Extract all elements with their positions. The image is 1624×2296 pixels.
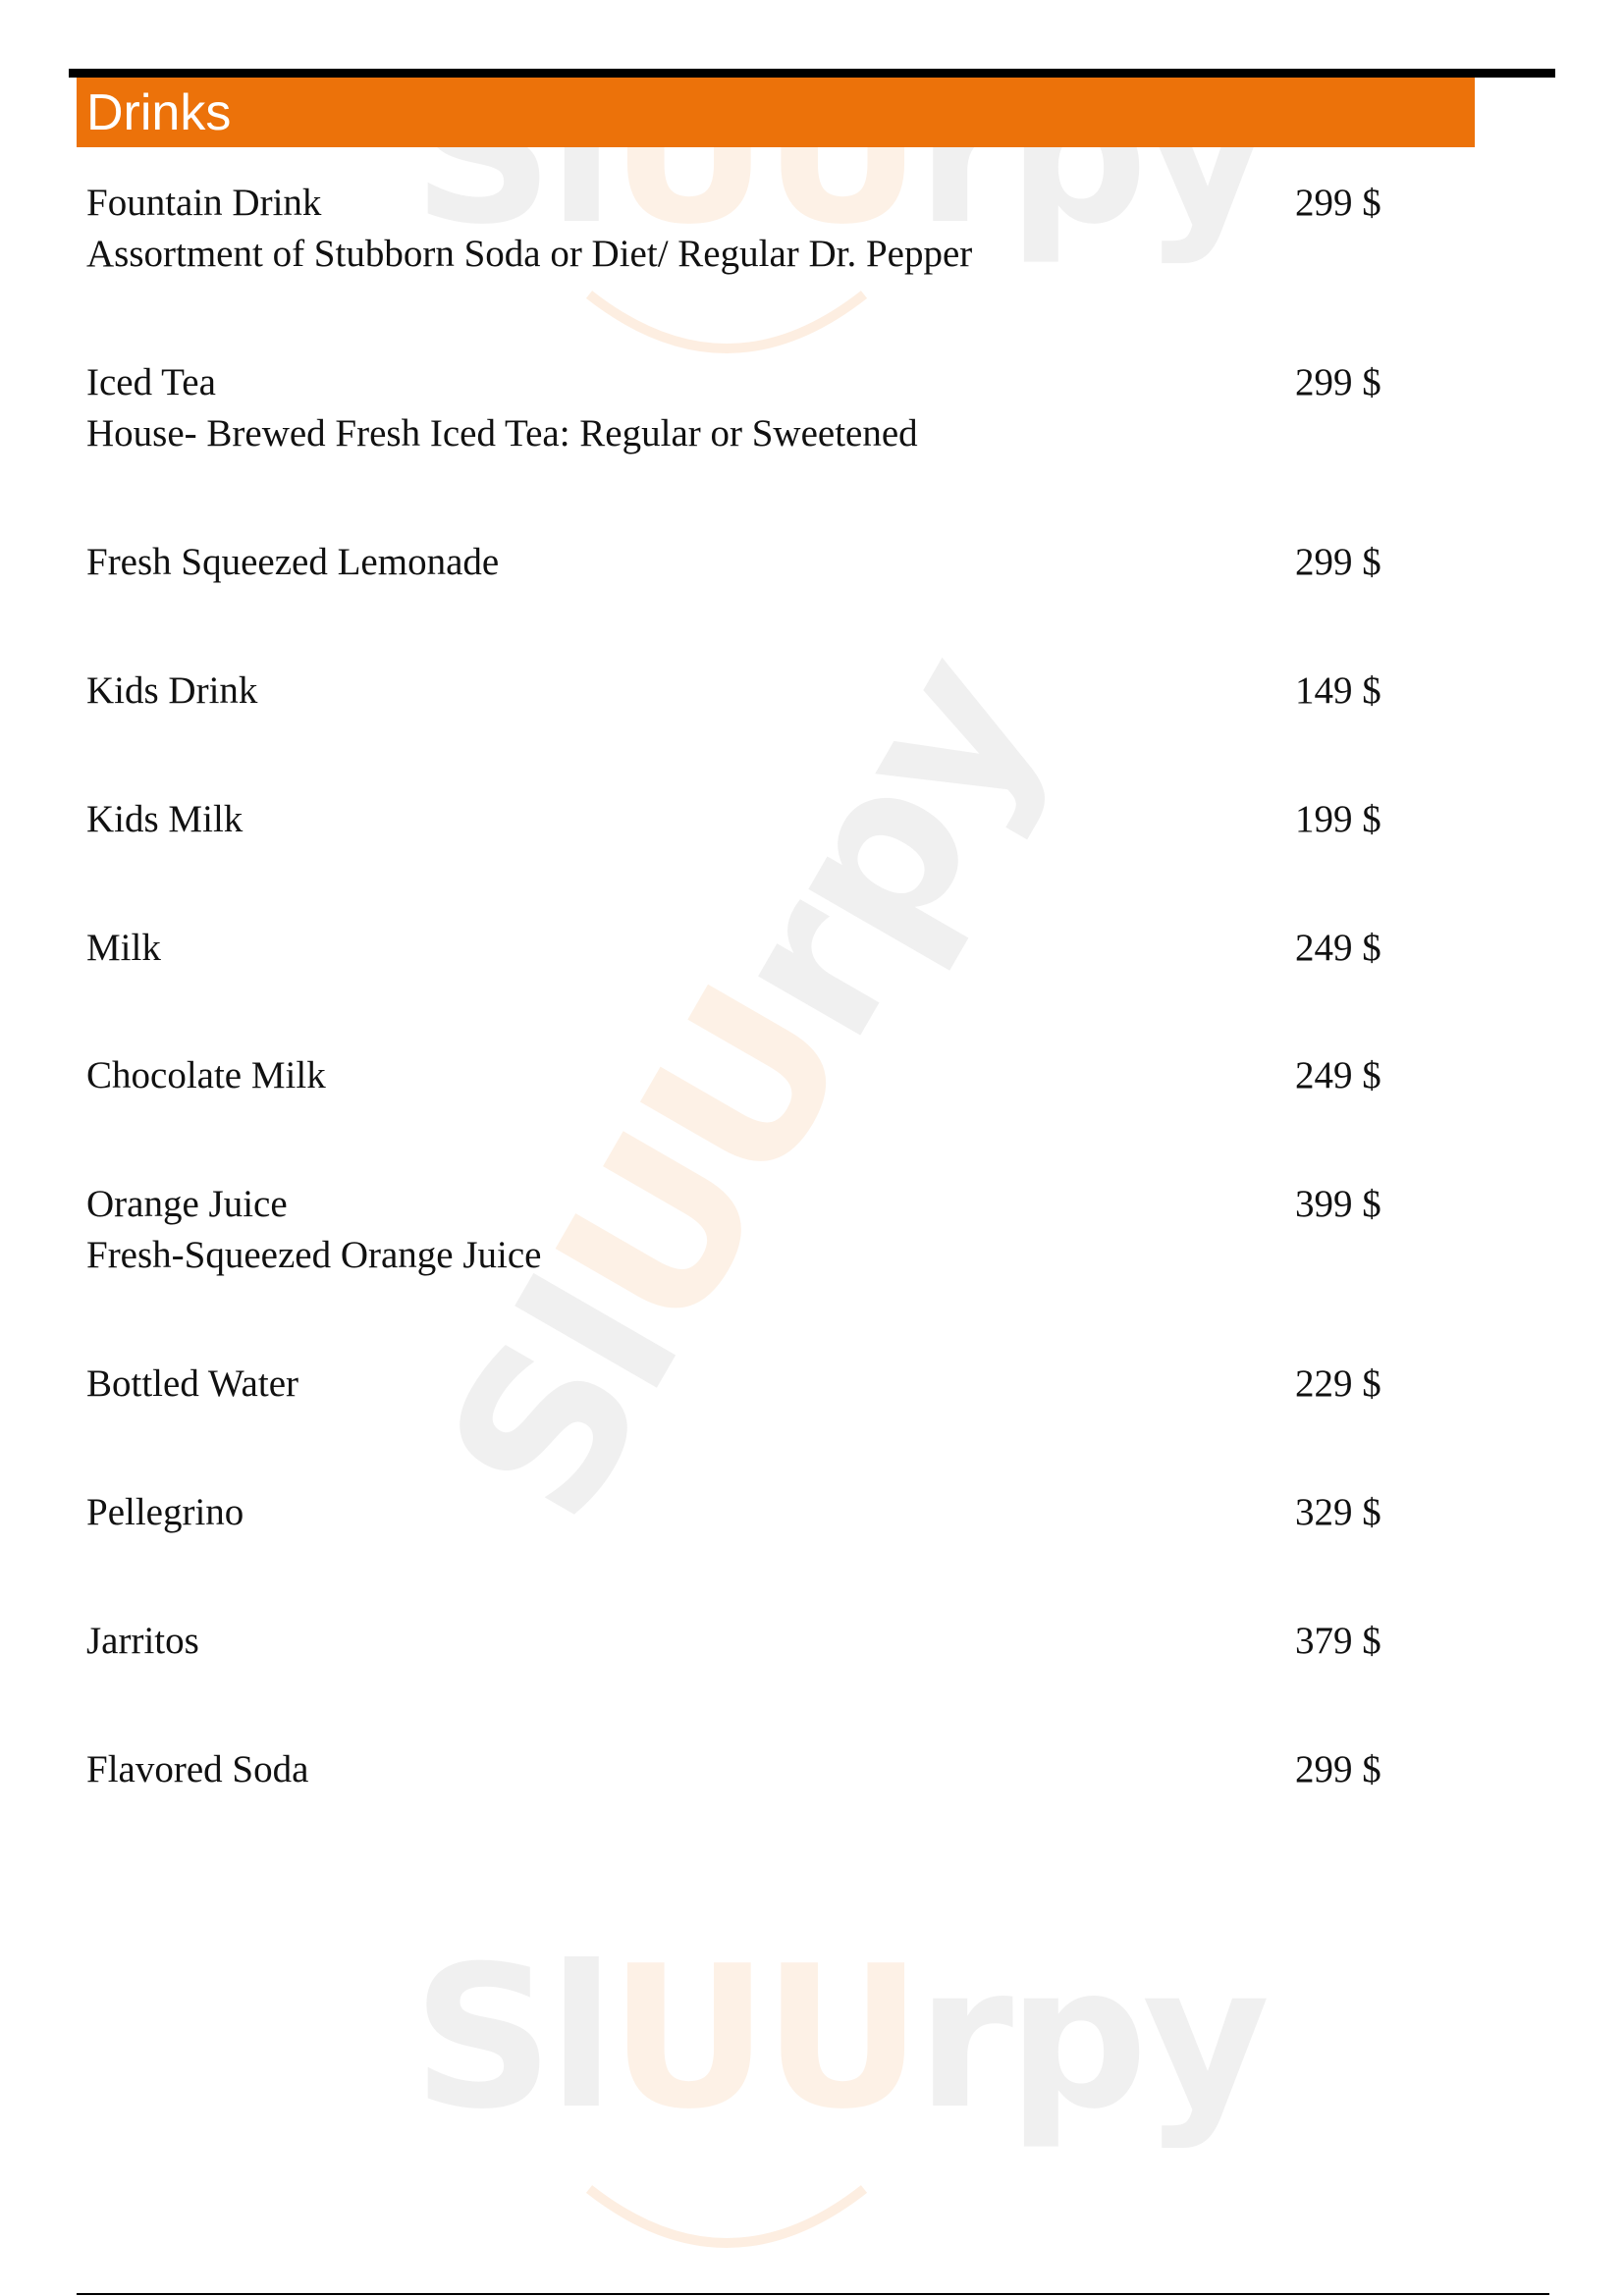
item-name: Milk [86, 927, 161, 969]
watermark-bottom [412, 1924, 1265, 2153]
menu-item [86, 794, 1402, 845]
item-name: Flavored Soda [86, 1748, 309, 1790]
menu-item [86, 1616, 1402, 1667]
item-description: Fresh-Squeezed Orange Juice [86, 1234, 542, 1276]
item-name: Bottled Water [86, 1362, 299, 1405]
item-description: Assortment of Stubborn Soda or Diet/ Regular Dr. Pepper [86, 233, 973, 275]
item-price: 299 $ [1295, 1748, 1381, 1790]
item-price: 299 $ [1295, 541, 1381, 583]
watermark-text: SlUUrpy [412, 39, 1265, 268]
menu-item [86, 357, 1402, 459]
menu-item [86, 923, 1402, 974]
menu-item [86, 1359, 1402, 1410]
item-name: Fresh Squeezed Lemonade [86, 541, 500, 583]
item-name: Fountain Drink [86, 182, 322, 224]
top-rule [69, 69, 1555, 78]
section-title: Drinks [86, 84, 232, 141]
item-name: Orange Juice [86, 1183, 288, 1225]
item-price: 249 $ [1295, 927, 1381, 969]
watermark-text: SlUUrpy [412, 1924, 1265, 2153]
item-price: 399 $ [1295, 1183, 1381, 1225]
menu-item [86, 1179, 1402, 1281]
item-price: 229 $ [1295, 1362, 1381, 1405]
item-name: Jarritos [86, 1620, 199, 1662]
menu-item [86, 178, 1402, 280]
menu-item [86, 1487, 1402, 1538]
item-name: Pellegrino [86, 1491, 244, 1533]
item-name: Kids Milk [86, 798, 244, 840]
item-price: 199 $ [1295, 798, 1381, 840]
bottom-rule [77, 2293, 1549, 2295]
item-price: 149 $ [1295, 669, 1381, 712]
section-header [77, 78, 1475, 147]
item-description: House- Brewed Fresh Iced Tea: Regular or Sweetened [86, 412, 918, 454]
item-name: Iced Tea [86, 361, 216, 403]
item-price: 329 $ [1295, 1491, 1381, 1533]
item-price: 249 $ [1295, 1054, 1381, 1096]
item-name: Chocolate Milk [86, 1054, 326, 1096]
menu-item [86, 666, 1402, 717]
smile-arc-icon [579, 2150, 874, 2268]
watermark-text: SlUUrpy [399, 617, 1088, 1559]
item-price: 379 $ [1295, 1620, 1381, 1662]
menu-item [86, 1050, 1402, 1101]
menu-item [86, 1744, 1402, 1795]
item-name: Kids Drink [86, 669, 258, 712]
item-price: 299 $ [1295, 182, 1381, 224]
item-price: 299 $ [1295, 361, 1381, 403]
menu-item [86, 537, 1402, 588]
